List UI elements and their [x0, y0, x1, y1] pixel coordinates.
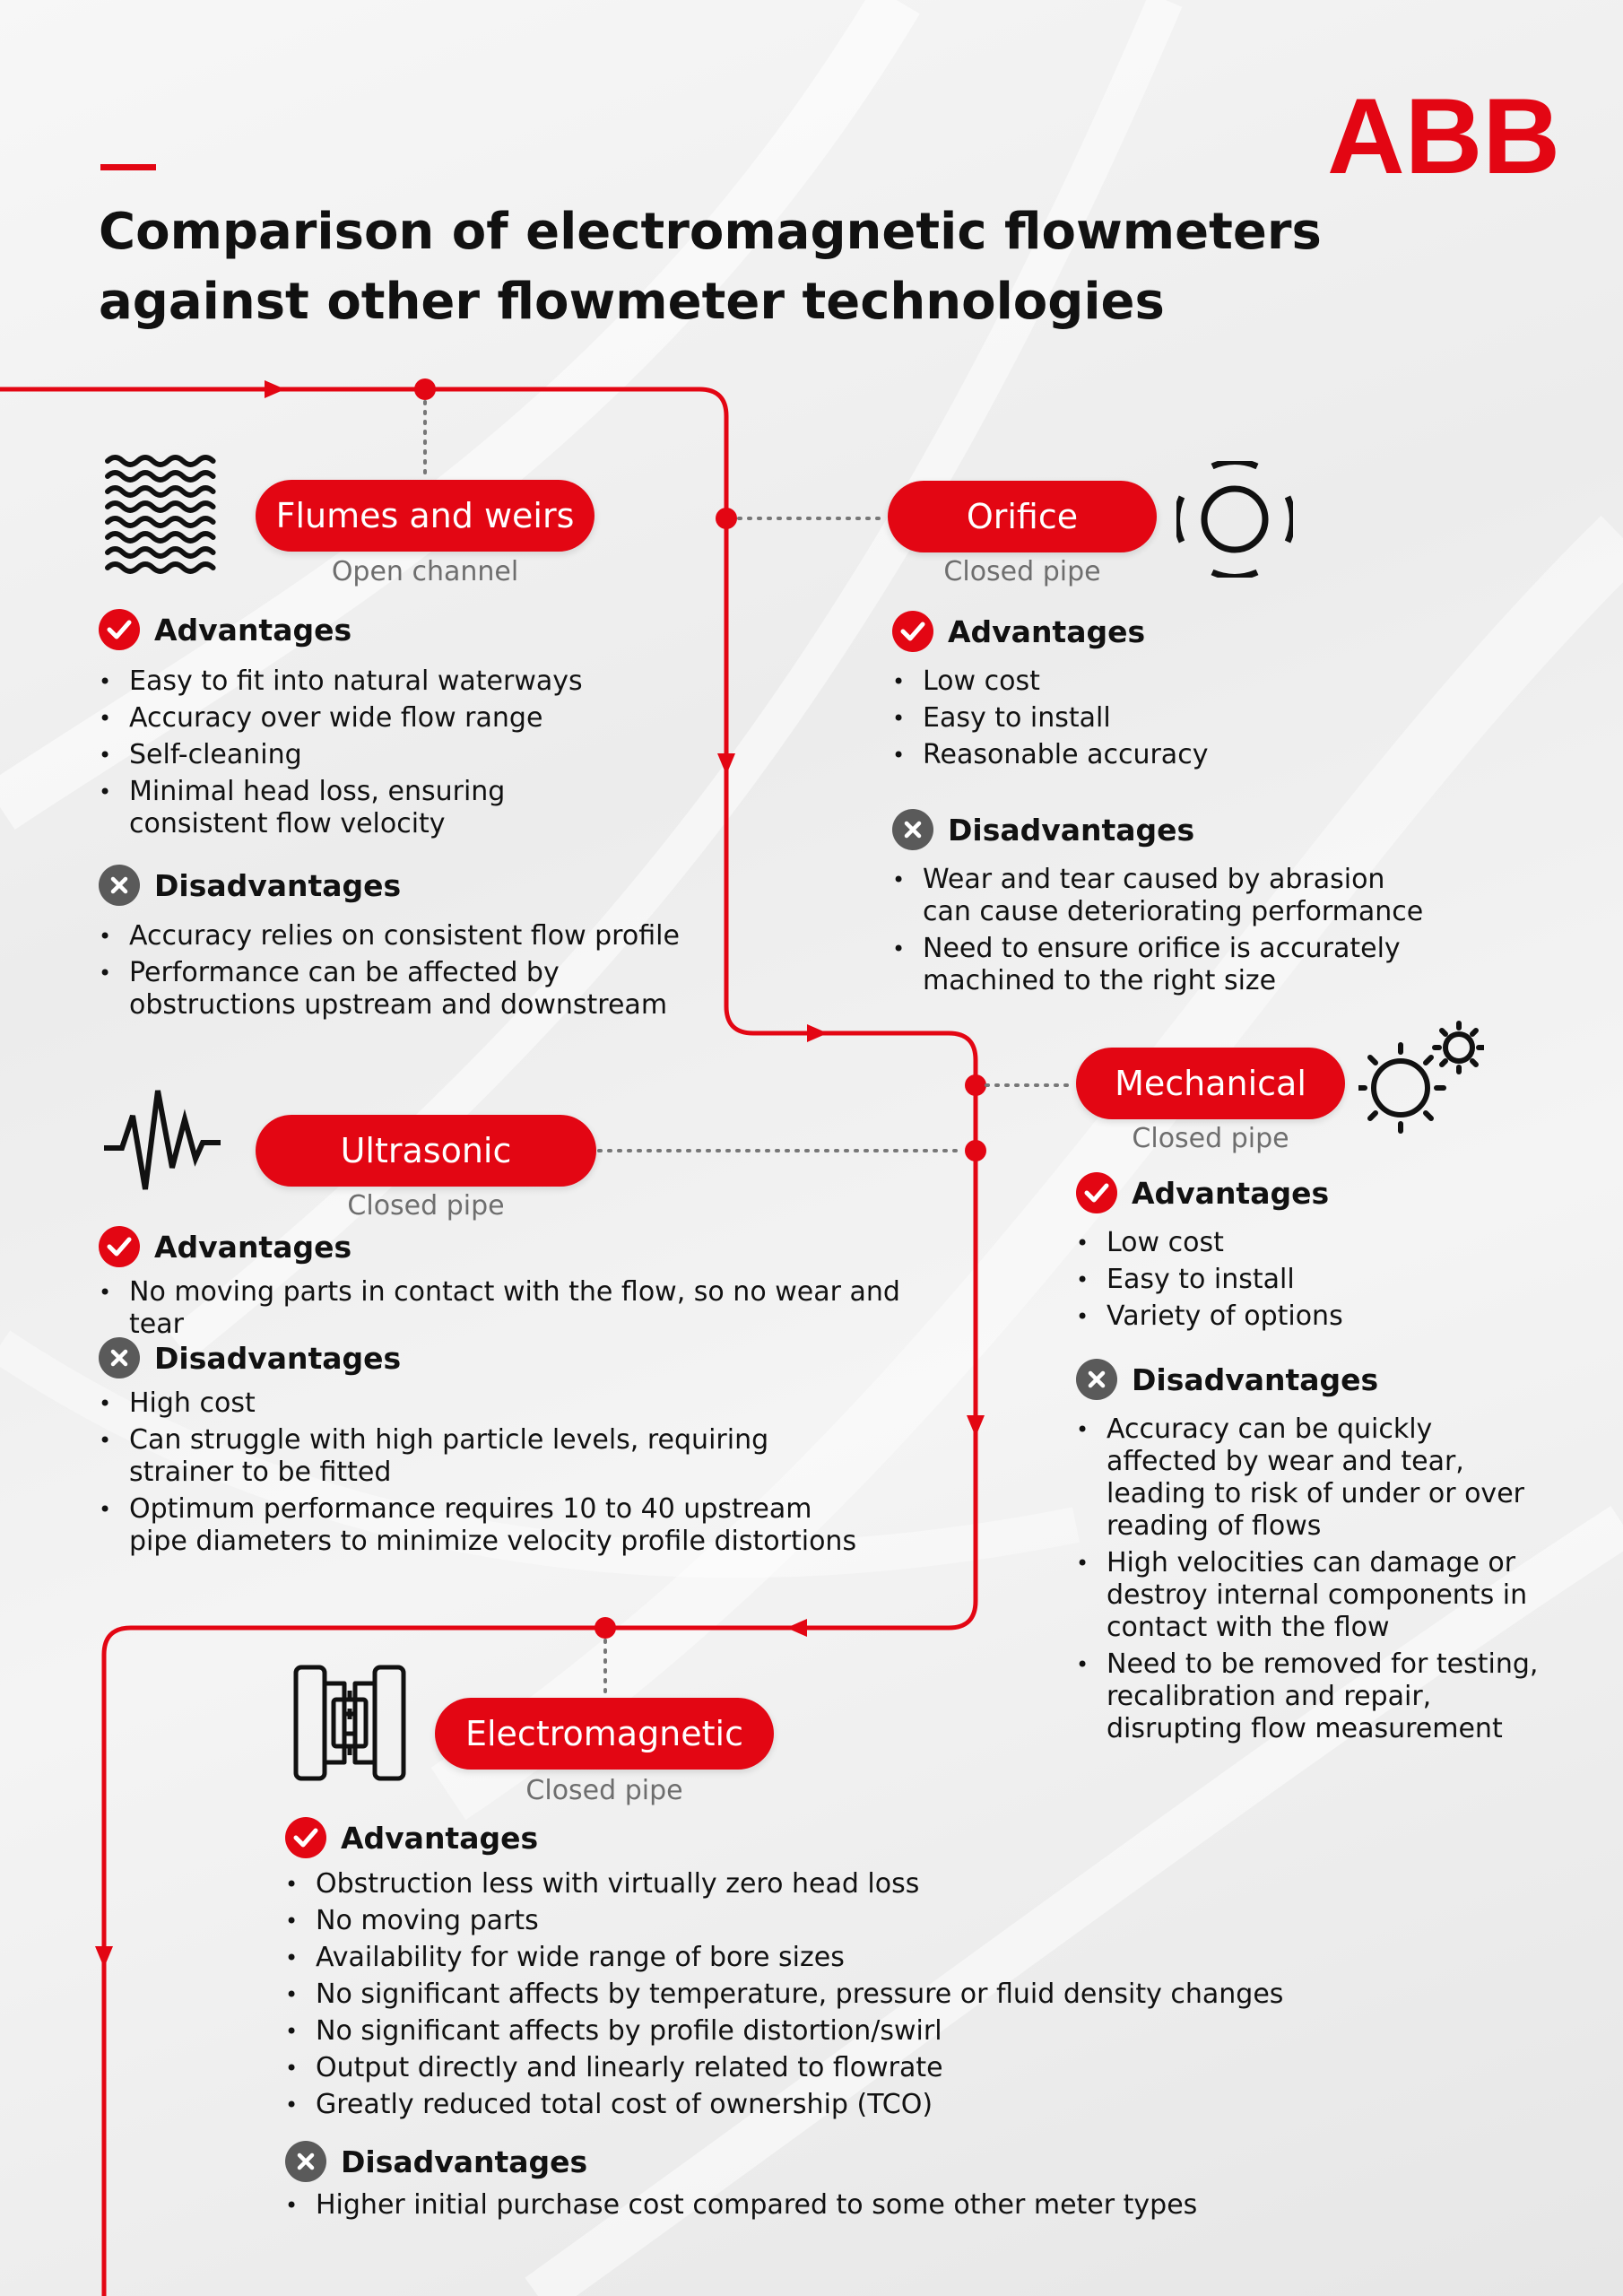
- electromagnetic-disadvantages-list: [285, 2189, 1361, 2226]
- list-item: • No significant affects by temperature, pressure or fluid density changes: [285, 1979, 1361, 2011]
- flumes-channel-type: Open channel: [331, 556, 519, 587]
- electromagnetic-advantages-list: [285, 1868, 1361, 2126]
- list-item: • Accuracy can be quickly affected by wear and tear, leading to risk of under or over reading of flows: [1076, 1413, 1542, 1543]
- electromagnetic-disadvantages-heading: [285, 2139, 587, 2184]
- list-item: • Easy to fit into natural waterways: [99, 665, 637, 698]
- check-icon: [99, 609, 140, 650]
- list-item: • Availability for wide range of bore sizes: [285, 1942, 1361, 1974]
- list-item: • Accuracy relies on consistent flow profile: [99, 920, 708, 952]
- title-line-1: Comparison of electromagnetic flowmeters: [99, 203, 1322, 261]
- title-accent-bar: [100, 164, 156, 170]
- ultrasonic-disadvantages-heading: [99, 1335, 401, 1380]
- list-item: • No significant affects by profile distortion/swirl: [285, 2015, 1361, 2048]
- flumes-advantages-heading: [99, 607, 352, 652]
- advantages-label: Advantages: [154, 612, 352, 648]
- ultrasonic-pipe-type: Closed pipe: [347, 1190, 505, 1222]
- orifice-disadvantages-heading: [892, 807, 1194, 852]
- list-item: • Low cost: [1076, 1227, 1524, 1259]
- orifice-pipe-type: Closed pipe: [943, 556, 1101, 587]
- list-item: • No moving parts: [285, 1905, 1361, 1937]
- x-icon: [892, 809, 933, 850]
- title-line-2: against other flowmeter technologies: [99, 273, 1165, 331]
- x-icon: [99, 1337, 140, 1378]
- list-item: • High velocities can damage or destroy internal components in contact with the flow: [1076, 1547, 1546, 1644]
- electromagnetic-meter-icon: [292, 1664, 407, 1782]
- advantages-label: Advantages: [948, 613, 1146, 649]
- x-icon: [1076, 1359, 1117, 1400]
- list-item: • Self-cleaning: [99, 739, 637, 771]
- page-title: [99, 197, 1354, 337]
- x-icon: [285, 2141, 326, 2182]
- disadvantages-label: Disadvantages: [1132, 1361, 1379, 1397]
- mechanical-disadvantages-list: [1076, 1413, 1542, 1750]
- flumes-weirs-pill: Flumes and weirs: [256, 480, 595, 552]
- disadvantages-label: Disadvantages: [154, 1340, 402, 1376]
- advantages-label: Advantages: [1132, 1175, 1330, 1211]
- list-item: • Output directly and linearly related to flowrate: [285, 2052, 1361, 2084]
- electromagnetic-pill: Electromagnetic: [435, 1698, 774, 1770]
- orifice-pill: Orifice: [888, 481, 1157, 552]
- check-icon: [285, 1817, 326, 1858]
- list-item: • Greatly reduced total cost of ownership (TCO): [285, 2089, 1361, 2121]
- waves-icon: [104, 452, 224, 574]
- disadvantages-label: Disadvantages: [154, 867, 402, 903]
- orifice-disadvantages-list: [892, 864, 1430, 1002]
- orifice-icon: [1176, 461, 1293, 578]
- check-icon: [1076, 1172, 1117, 1213]
- check-icon: [99, 1226, 140, 1267]
- ultrasonic-disadvantages-list: [99, 1387, 870, 1562]
- orifice-advantages-heading: [892, 609, 1145, 654]
- list-item: • Minimal head loss, ensuring consistent flow velocity: [99, 776, 524, 840]
- ultrasonic-advantages-heading: [99, 1224, 352, 1269]
- disadvantages-label: Disadvantages: [341, 2144, 588, 2179]
- list-item: • No moving parts in contact with the flow, so no wear and tear: [99, 1276, 959, 1341]
- x-icon: [99, 865, 140, 906]
- electromagnetic-pipe-type: Closed pipe: [525, 1775, 683, 1806]
- list-item: • Wear and tear caused by abrasion can cause deteriorating performance: [892, 864, 1430, 928]
- list-item: • Need to ensure orifice is accurately machined to the right size: [892, 933, 1416, 997]
- flumes-disadvantages-list: [99, 920, 708, 1026]
- check-icon: [892, 611, 933, 652]
- waveform-icon: [102, 1080, 222, 1196]
- mechanical-advantages-list: [1076, 1227, 1524, 1337]
- ultrasonic-pill: Ultrasonic: [256, 1115, 596, 1187]
- list-item: • Higher initial purchase cost compared to some other meter types: [285, 2189, 1361, 2222]
- flumes-disadvantages-heading: [99, 863, 401, 908]
- list-item: • Need to be removed for testing, recalibration and repair, disrupting flow measurement: [1076, 1648, 1546, 1745]
- flumes-advantages-list: [99, 665, 637, 845]
- list-item: • Low cost: [892, 665, 1394, 698]
- orifice-advantages-list: [892, 665, 1394, 776]
- list-item: • Easy to install: [1076, 1264, 1524, 1296]
- list-item: • Variety of options: [1076, 1300, 1524, 1333]
- disadvantages-label: Disadvantages: [948, 812, 1195, 848]
- electromagnetic-advantages-heading: [285, 1815, 538, 1860]
- list-item: • High cost: [99, 1387, 870, 1420]
- list-item: • Performance can be affected by obstructions upstream and downstream: [99, 957, 676, 1022]
- list-item: • Easy to install: [892, 702, 1394, 735]
- mechanical-advantages-heading: [1076, 1170, 1329, 1215]
- advantages-label: Advantages: [341, 1820, 539, 1856]
- list-item: • Optimum performance requires 10 to 40 upstream pipe diameters to minimize velocity profile distortions: [99, 1493, 873, 1558]
- list-item: • Can struggle with high particle levels, requiring strainer to be fitted: [99, 1424, 873, 1489]
- advantages-label: Advantages: [154, 1229, 352, 1265]
- list-item: • Obstruction less with virtually zero head loss: [285, 1868, 1361, 1900]
- mechanical-pipe-type: Closed pipe: [1132, 1123, 1289, 1154]
- mechanical-disadvantages-heading: [1076, 1357, 1378, 1402]
- list-item: • Reasonable accuracy: [892, 739, 1394, 771]
- list-item: • Accuracy over wide flow range: [99, 702, 637, 735]
- abb-logo: ABB: [1327, 76, 1560, 196]
- mechanical-pill: Mechanical: [1076, 1048, 1345, 1119]
- gears-icon: [1358, 1021, 1484, 1137]
